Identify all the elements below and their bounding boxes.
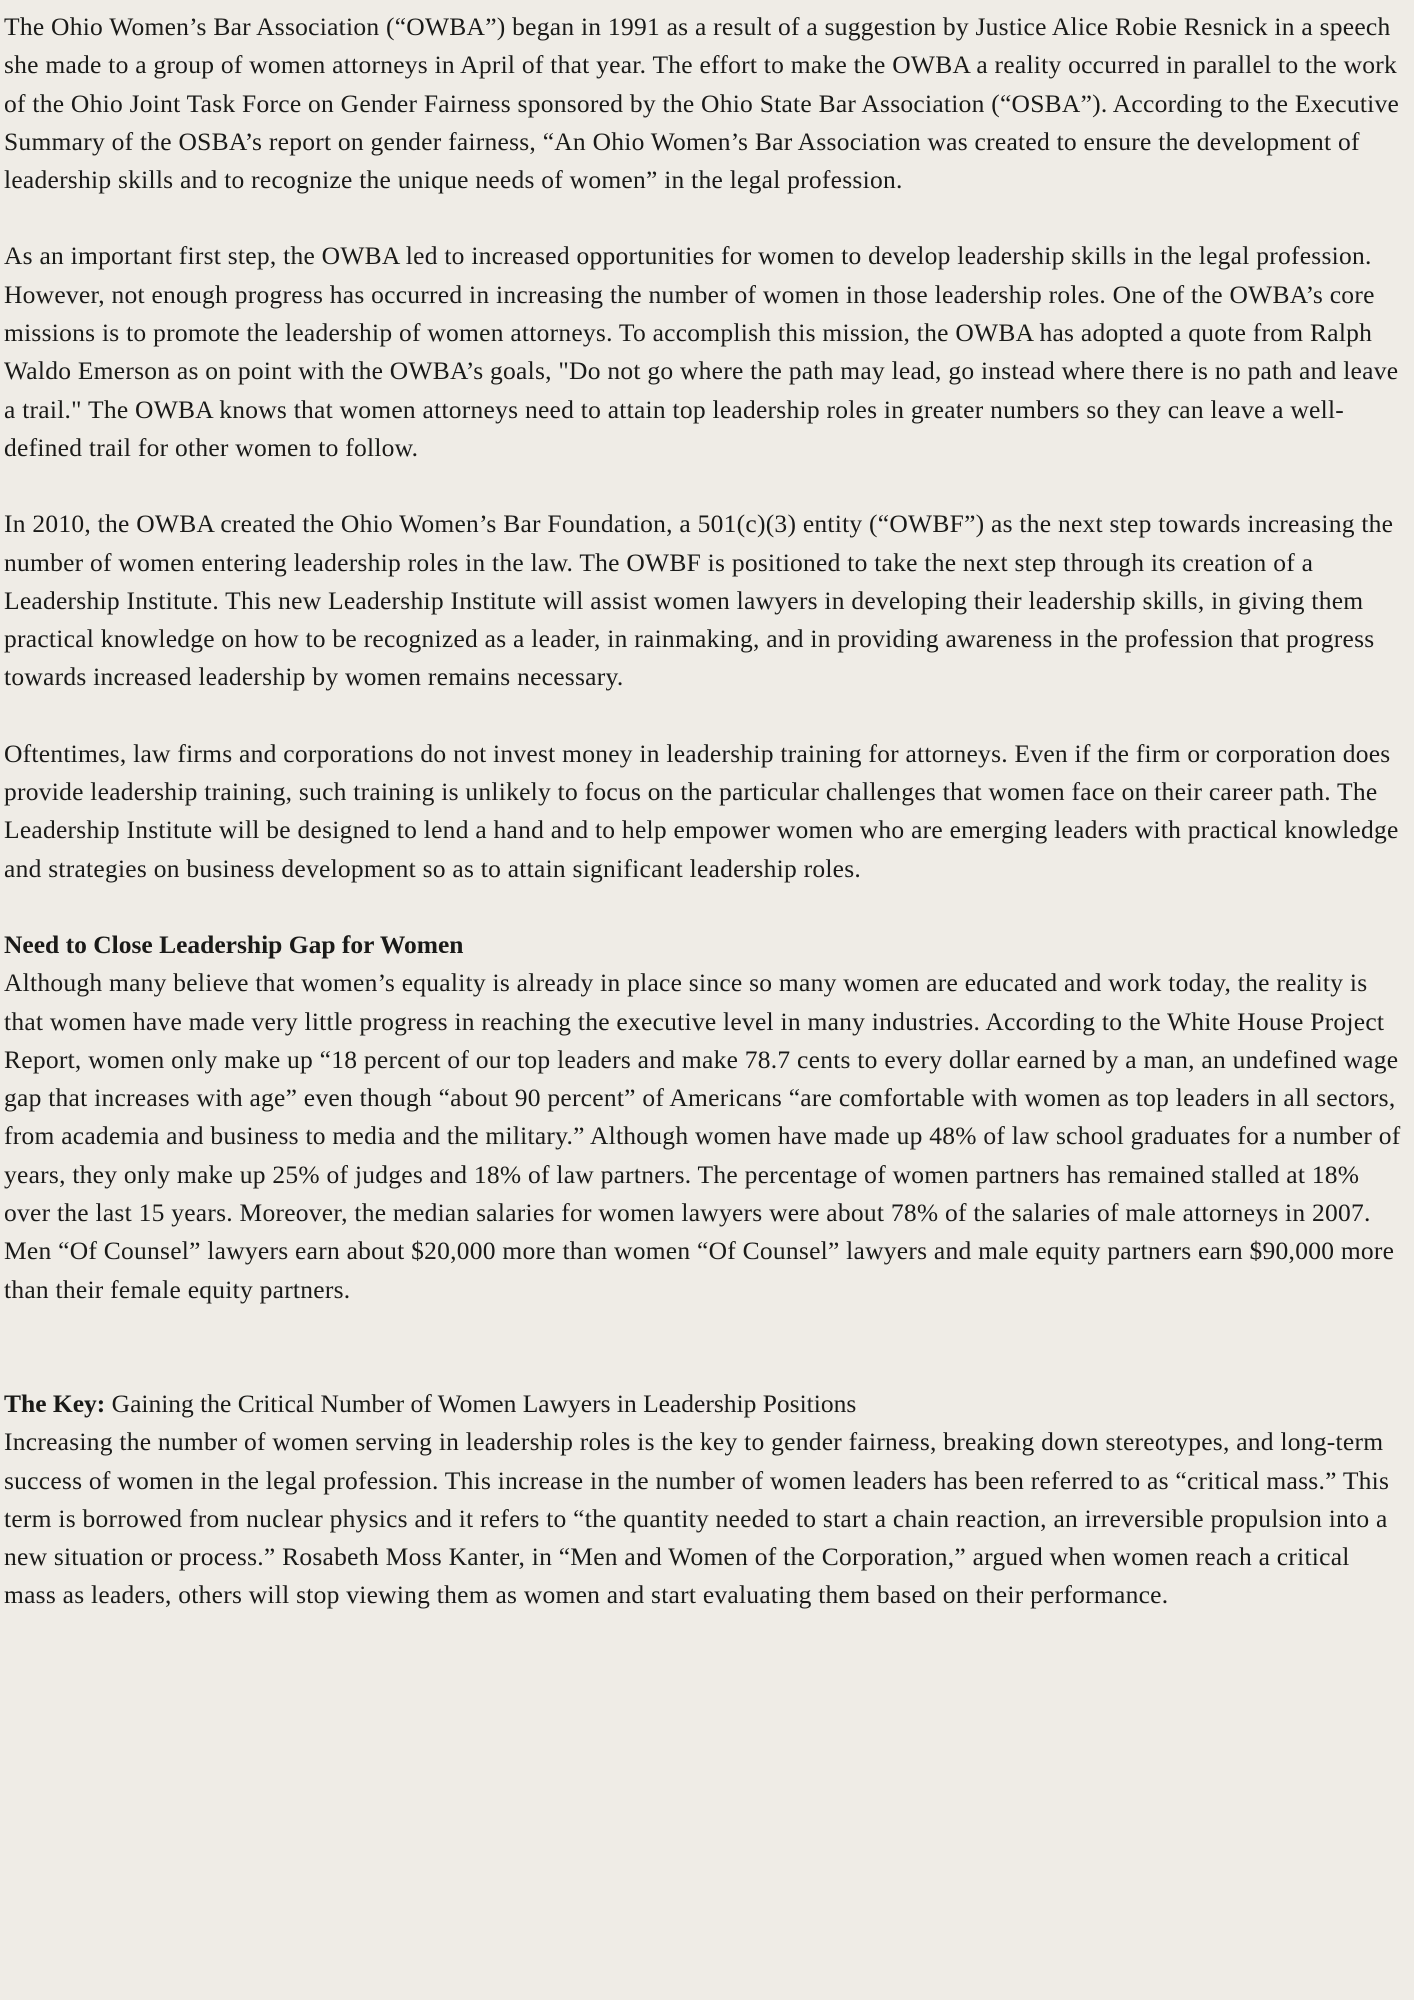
section-heading-leadership-gap: Need to Close Leadership Gap for Women: [4, 929, 464, 959]
paragraph-first-step: As an important first step, the OWBA led to increased opportunities for women to develop leadership skills in the legal profession. However, not enough progress has occurred in increasing the number of women in those leadership roles. One of the OWBA’s core missions is to promote the leadership of women attorneys. To accomplish this mission, the OWBA has adopted a quote from Ralph Waldo Emerson as on point with the OWBA’s goals, "Do not go where the path may lead, go instead where there is no path and leave a trail." The OWBA knows that women attorneys need to attain top leadership roles in greater numbers so they can leave a well-defined trail for other women to follow.: [4, 241, 1399, 462]
paragraph-training: Oftentimes, law firms and corporations do not invest money in leadership training for attorneys. Even if the firm or corporation does provide leadership training, such training is unlikely to focus on the particular challenges that women face on their career path. The Leadership Institute will be designed to lend a hand and to help empower women who are emerging leaders with practical knowledge and strategies on business development so as to attain significant leadership roles.: [4, 738, 1399, 883]
section-heading-the-key-rest: Gaining the Critical Number of Women Lawyers in Leadership Positions: [105, 1388, 857, 1418]
paragraph-history: The Ohio Women’s Bar Association (“OWBA”) began in 1991 as a result of a suggestion by Justice Alice Robie Resnick in a speech she made to a group of women attorneys in April of that year. The effort to make the OWBA a reality occurred in parallel to the work of the Ohio Joint Task Force on Gender Fairness sponsored by the Ohio State Bar Association (“OSBA”). According to the Executive Summary of the OSBA’s report on gender fairness, “An Ohio Women’s Bar Association was created to ensure the development of leadership skills and to recognize the unique needs of women” in the legal profession.: [4, 12, 1400, 195]
paragraph-spacer: [4, 697, 1404, 735]
section-heading-the-key: [4, 1385, 1404, 1423]
section-heading-the-key-label: The Key:: [4, 1388, 106, 1418]
paragraph-foundation: In 2010, the OWBA created the Ohio Women’s Bar Foundation, a 501(c)(3) entity (“OWBF”) as the next step towards increasing the number of women entering leadership roles in the law. The OWBF is positioned to take the next step through its creation of a Leadership Institute. This new Leadership Institute will assist women lawyers in developing their leadership skills, in giving them practical knowledge on how to be recognized as a leader, in rainmaking, and in providing awareness in the profession that progress towards increased leadership by women remains necessary.: [4, 509, 1394, 692]
paragraph-spacer: [4, 467, 1404, 505]
section-spacer: [4, 1309, 1404, 1385]
paragraph-critical-mass: Increasing the number of women serving in leadership roles is the key to gender fairness, breaking down stereotypes, and long-term success of women in the legal profession. This increase in the number of women leaders has been referred to as “critical mass.” This term is borrowed from nuclear physics and it refers to “the quantity needed to start a chain reaction, an irreversible propulsion into a new situation or process.” Rosabeth Moss Kanter, in “Men and Women of the Corporation,” argued when women reach a critical mass as leaders, others will stop viewing them as women and start evaluating them based on their performance.: [4, 1427, 1390, 1610]
paragraph-spacer: [4, 888, 1404, 926]
paragraph-leadership-gap: Although many believe that women’s equality is already in place since so many women are educated and work today, the reality is that women have made very little progress in reaching the executive level in many industries. According to the White House Project Report, women only make up “18 percent of our top leaders and make 78.7 cents to every dollar earned by a man, an undefined wage gap that increases with age” even though “about 90 percent” of Americans “are comfortable with women as top leaders in all sectors, from academia and business to media and the military.” Although women have made up 48% of law school graduates for a number of years, they only make up 25% of judges and 18% of law partners. The percentage of women partners has remained stalled at 18% over the last 15 years. Moreover, the median salaries for women lawyers were about 78% of the salaries of male attorneys in 2007. Men “Of Counsel” lawyers earn about $20,000 more than women “Of Counsel” lawyers and male equity partners earn $90,000 more than their female equity partners.: [4, 968, 1401, 1304]
paragraph-spacer: [4, 199, 1404, 237]
